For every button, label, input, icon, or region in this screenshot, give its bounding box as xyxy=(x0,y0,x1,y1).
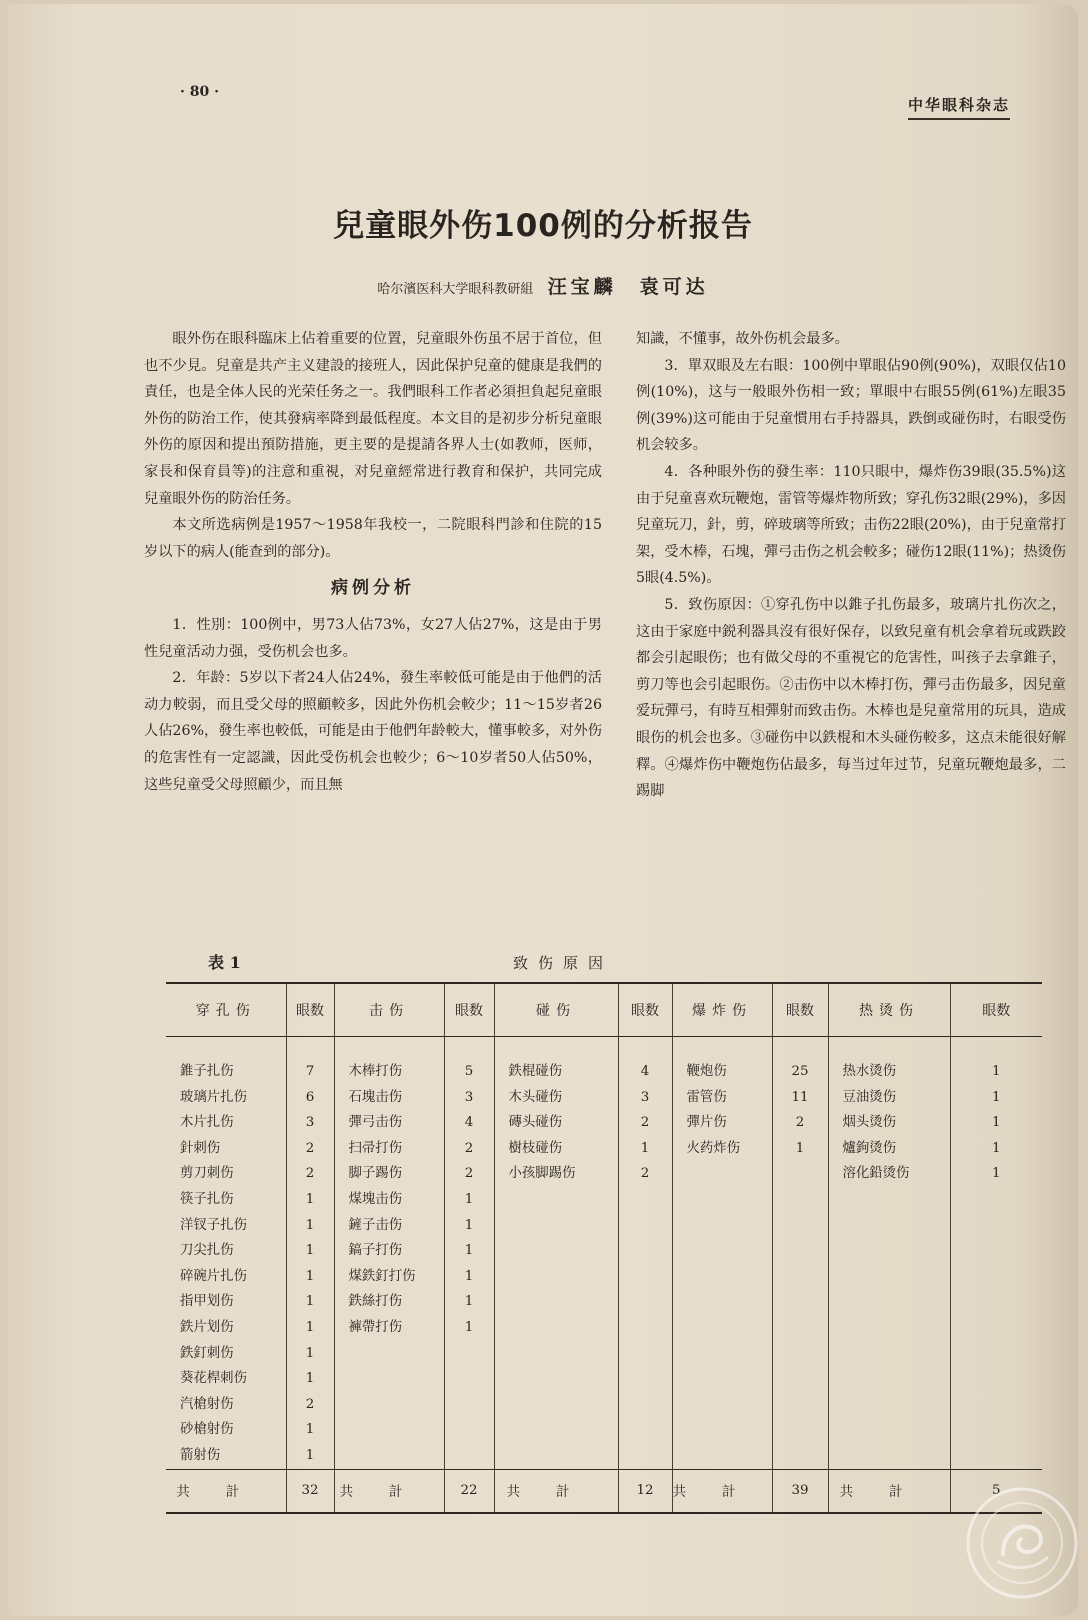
intro-paragraph-1: 眼外伤在眼科臨床上佔着重要的位置，兒童眼外伤虽不居于首位，但也不少見。兒童是共产主义建設的接班人，因此保护兒童的健康是我們的責任，也是全体人民的光荣任务之一。我們眼科工作者必須担負起兒童眼外伤的防治工作，使其發病率降到最低程度。本文目的是初步分析兒童眼外伤的原因和提出預防措施，更主要的是提請各界人士(如教师，医师，家長和保育員等)的注意和重視，对兒童經常进行教育和保护，共同完成兒童眼外伤的防治任务。 xyxy=(144,331,602,507)
cell-blunt-counts xyxy=(444,1037,494,1470)
injury-cause-name: 錐子扎伤 xyxy=(180,1064,234,1079)
eye-count-value: 1 xyxy=(464,1268,474,1284)
total-label: 共計 xyxy=(494,1469,618,1513)
header-eye-count: 眼数 xyxy=(444,983,494,1037)
eye-count-value: 2 xyxy=(305,1396,315,1412)
item-3-eyes: 3．單双眼及左右眼：100例中單眼佔90例(90%)，双眼仅佔10例(10%)，这与一般眼外伤相一致；單眼中右眼55例(61%)左眼35例(39%)这可能由于兒童慣用右手持器具，跌倒或碰伤时，右眼受伤机会较多。 xyxy=(636,357,1066,454)
total-blunt: 22 xyxy=(444,1469,494,1513)
eye-count-value: 1 xyxy=(305,1217,315,1233)
injury-cause-name: 鉄絲打伤 xyxy=(348,1294,403,1310)
article-title: 兒童眼外伤100例的分析报告 xyxy=(333,208,753,244)
eye-count-value: 1 xyxy=(640,1140,650,1156)
injury-cause-name: 指甲划伤 xyxy=(180,1294,234,1310)
eye-count-value: 1 xyxy=(305,1422,315,1438)
eye-count-value: 1 xyxy=(464,1294,474,1310)
eye-count-value: 1 xyxy=(991,1064,1001,1079)
cell-contusion-counts xyxy=(618,1037,672,1470)
injury-cause-name: 脚子踢伤 xyxy=(348,1166,403,1182)
eye-count-value: 1 xyxy=(305,1268,315,1284)
eye-count-value: 1 xyxy=(464,1191,474,1207)
injury-cause-name: 木头碰伤 xyxy=(508,1089,563,1105)
eye-count-value: 2 xyxy=(305,1166,315,1182)
injury-cause-name: 鉄棍碰伤 xyxy=(508,1064,563,1079)
injury-cause-name: 豆油烫伤 xyxy=(842,1089,897,1105)
item-2-age: 2．年龄：5岁以下者24人佔24%，發生率較低可能是由于他們的活动力較弱，而且受父母的照顧較多，因此外伤机会較少；11～15岁者26人佔26%，發生率也較低，可能是由于他們年龄較大，懂事較多，对外伤的危害性有一定認識，因此受伤机会也較少；6～10岁者50人佔50%，这些兒童受父母照顧少，而且無 xyxy=(144,670,602,793)
page-number: · 80 · xyxy=(180,84,219,100)
journal-page xyxy=(8,4,1078,1616)
item-5-causes: 5．致伤原因：①穿孔伤中以錐子扎伤最多，玻璃片扎伤次之，这由于家庭中鋭利器具沒有很好保存，以致兒童有机会拿着玩或跌跤都会引起眼伤；也有做父母的不重視它的危害性，叫孩子去拿錐子，剪刀等也会引起眼伤。②击伤中以木棒打伤，彈弓击伤最多，因兒童爱玩彈弓，有時互相彈射而致击伤。木棒也是兒童常用的玩具，造成眼伤的机会也多。③碰伤中以鉄棍和木头碰伤較多，这点未能很好解釋。④爆炸伤中鞭炮伤佔最多，每当过年过节，兒童玩鞭炮最多，二踢脚 xyxy=(636,596,1066,800)
injury-cause-name: 煤塊击伤 xyxy=(348,1191,403,1207)
eye-count-value: 1 xyxy=(991,1089,1001,1105)
authors: 汪宝麟 袁可达 xyxy=(547,276,709,298)
eye-count-value: 11 xyxy=(791,1089,809,1105)
table-header-row xyxy=(166,983,1042,1037)
injury-cause-name: 火药炸伤 xyxy=(686,1140,741,1156)
cell-perforating-counts xyxy=(286,1037,334,1470)
cell-explosion-names xyxy=(672,1037,772,1470)
total-contusion: 12 xyxy=(618,1469,672,1513)
total-label: 共計 xyxy=(672,1469,772,1513)
injury-cause-name: 彈片伤 xyxy=(686,1115,727,1131)
right-column xyxy=(636,326,1066,805)
eye-count-value: 1 xyxy=(464,1319,474,1335)
library-stamp-icon xyxy=(963,1484,1078,1602)
eye-count-value: 1 xyxy=(305,1191,315,1207)
injury-cause-name: 溶化鉛烫伤 xyxy=(842,1166,910,1182)
injury-cause-name: 樹枝碰伤 xyxy=(508,1140,563,1156)
eye-count-value: 1 xyxy=(991,1115,1001,1131)
header-eye-count: 眼数 xyxy=(950,983,1042,1037)
eye-count-value: 2 xyxy=(464,1140,474,1156)
injury-cause-name: 小孩脚踢伤 xyxy=(508,1166,576,1182)
injury-cause-name: 木片扎伤 xyxy=(180,1115,234,1131)
total-perforating: 32 xyxy=(286,1469,334,1513)
injury-cause-name: 鏟子击伤 xyxy=(348,1217,403,1233)
eye-count-value: 1 xyxy=(795,1140,805,1156)
injury-cause-name: 針刺伤 xyxy=(180,1140,221,1156)
injury-causes-table xyxy=(166,982,1042,1514)
eye-count-value: 5 xyxy=(464,1064,474,1079)
section-heading: 病例分析 xyxy=(331,578,415,599)
cell-contusion-names xyxy=(494,1037,618,1470)
injury-cause-name: 箭射伤 xyxy=(180,1447,221,1463)
injury-cause-name: 砂槍射伤 xyxy=(180,1422,234,1438)
header-perforating: 穿孔伤 xyxy=(166,983,286,1037)
cell-burn-counts xyxy=(950,1037,1042,1470)
eye-count-value: 7 xyxy=(305,1064,315,1079)
eye-count-value: 1 xyxy=(991,1166,1001,1182)
header-eye-count: 眼数 xyxy=(772,983,828,1037)
eye-count-value: 1 xyxy=(991,1140,1001,1156)
total-label: 共計 xyxy=(166,1469,286,1513)
eye-count-value: 1 xyxy=(305,1345,315,1361)
injury-cause-name: 汽槍射伤 xyxy=(180,1396,234,1412)
eye-count-value: 3 xyxy=(640,1089,650,1105)
header-explosion: 爆炸伤 xyxy=(672,983,772,1037)
total-label: 共計 xyxy=(334,1469,444,1513)
eye-count-value: 2 xyxy=(305,1140,315,1156)
eye-count-value: 2 xyxy=(640,1115,650,1131)
header-eye-count: 眼数 xyxy=(286,983,334,1037)
eye-count-value: 25 xyxy=(791,1064,809,1079)
eye-count-value: 2 xyxy=(795,1115,805,1131)
eye-count-value: 6 xyxy=(305,1089,315,1105)
injury-cause-name: 爐鉤烫伤 xyxy=(842,1140,897,1156)
header-blunt-blow: 击伤 xyxy=(334,983,444,1037)
injury-cause-name: 鎬子打伤 xyxy=(348,1243,403,1259)
item-4-incidence: 4．各种眼外伤的發生率：110只眼中，爆炸伤39眼(35.5%)这由于兒童喜欢玩鞭炮，雷管等爆炸物所致；穿孔伤32眼(29%)，多因兒童玩刀，針，剪，碎玻璃等所致；击伤22眼(20%)，由于兒童常打架，受木棒，石塊，彈弓击伤之机会較多；碰伤12眼(11%)；热烫伤5眼(4.5%)。 xyxy=(636,463,1066,587)
eye-count-value: 1 xyxy=(464,1217,474,1233)
injury-cause-name: 磚头碰伤 xyxy=(508,1115,563,1131)
eye-count-value: 3 xyxy=(464,1089,474,1105)
injury-cause-name: 煤鉄釘打伤 xyxy=(348,1268,416,1284)
affiliation: 哈尔濱医科大学眼科教研組 xyxy=(377,282,534,297)
injury-cause-name: 木棒打伤 xyxy=(348,1064,403,1079)
cell-burn-names xyxy=(828,1037,950,1470)
eye-count-value: 3 xyxy=(305,1115,315,1131)
eye-count-value: 1 xyxy=(305,1371,315,1387)
total-explosion: 39 xyxy=(772,1469,828,1513)
injury-cause-name: 鉄片划伤 xyxy=(180,1319,234,1335)
injury-cause-name: 鞭炮伤 xyxy=(686,1064,727,1079)
table-total-row xyxy=(166,1469,1042,1513)
injury-cause-name: 石塊击伤 xyxy=(348,1089,403,1105)
eye-count-value: 2 xyxy=(464,1166,474,1182)
injury-cause-name: 鉄釘刺伤 xyxy=(180,1345,234,1361)
header-eye-count: 眼数 xyxy=(618,983,672,1037)
left-column xyxy=(144,326,602,798)
header-contusion: 碰伤 xyxy=(494,983,618,1037)
table-title: 致伤原因 xyxy=(512,954,613,972)
injury-cause-name: 褲帶打伤 xyxy=(348,1319,403,1335)
continued-text: 知識，不懂事，故外伤机会最多。 xyxy=(636,331,849,347)
table-body-row xyxy=(166,1037,1042,1470)
total-label: 共計 xyxy=(828,1469,950,1513)
injury-cause-name: 玻璃片扎伤 xyxy=(180,1089,247,1105)
intro-paragraph-2: 本文所选病例是1957～1958年我校一，二院眼科門診和住院的15岁以下的病人(能查到的部分)。 xyxy=(144,517,602,560)
cell-explosion-counts xyxy=(772,1037,828,1470)
injury-cause-name: 碎碗片扎伤 xyxy=(180,1268,247,1284)
byline xyxy=(8,272,1078,299)
injury-cause-name: 烟头烫伤 xyxy=(842,1115,897,1131)
total-burn: 5 xyxy=(950,1469,1042,1513)
eye-count-value: 1 xyxy=(464,1243,474,1259)
injury-cause-name: 雷管伤 xyxy=(686,1089,727,1105)
injury-cause-name: 扫帚打伤 xyxy=(348,1140,403,1156)
injury-cause-name: 筷子扎伤 xyxy=(180,1191,234,1207)
eye-count-value: 4 xyxy=(640,1064,650,1079)
injury-cause-name: 葵花桿刺伤 xyxy=(180,1371,247,1387)
injury-cause-name: 热水烫伤 xyxy=(842,1064,897,1079)
eye-count-value: 1 xyxy=(305,1319,315,1335)
injury-cause-name: 洋钗子扎伤 xyxy=(180,1217,247,1233)
eye-count-value: 2 xyxy=(640,1166,650,1182)
eye-count-value: 1 xyxy=(305,1447,315,1463)
injury-cause-name: 剪刀刺伤 xyxy=(180,1166,234,1182)
injury-cause-name: 刀尖扎伤 xyxy=(180,1243,234,1259)
item-1-sex: 1．性別：100例中，男73人佔73%，女27人佔27%，这是由于男性兒童活动力强，受伤机会也多。 xyxy=(144,616,602,660)
cell-blunt-names xyxy=(334,1037,444,1470)
eye-count-value: 1 xyxy=(305,1243,315,1259)
eye-count-value: 1 xyxy=(305,1294,315,1310)
cell-perforating-names xyxy=(166,1037,286,1470)
journal-name: 中华眼科杂志 xyxy=(908,94,1010,120)
header-burn: 热烫伤 xyxy=(828,983,950,1037)
injury-cause-name: 彈弓击伤 xyxy=(348,1115,403,1131)
table-label: 表 1 xyxy=(208,953,241,972)
eye-count-value: 4 xyxy=(464,1115,474,1131)
